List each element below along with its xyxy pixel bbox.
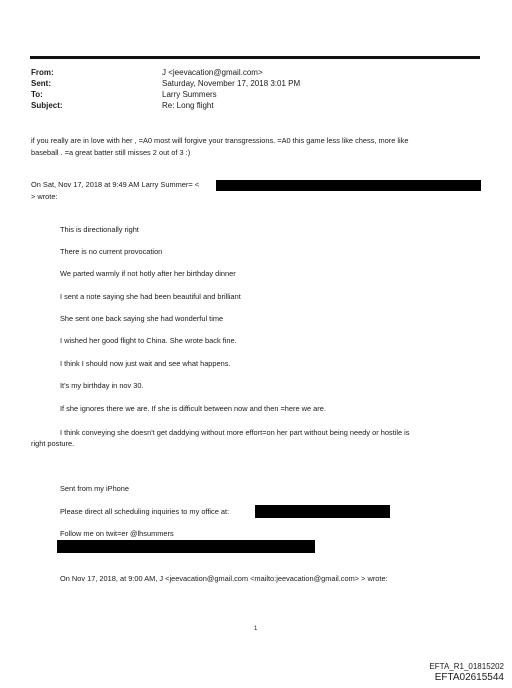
redaction-signature (57, 540, 315, 553)
redaction-email (216, 180, 481, 191)
quoted-line: It's my birthday in nov 30. (60, 381, 144, 390)
quoted-line: I wished her good flight to China. She wrote back fine. (60, 336, 237, 345)
to-value: Larry Summers (162, 90, 217, 99)
scheduling-line: Please direct all scheduling inquiries to my office at: (60, 507, 230, 516)
from-label: From: (31, 68, 54, 77)
sent-from-signature: Sent from my iPhone (60, 484, 130, 493)
quoted-line: I think I should now just wait and see what happens. (60, 359, 231, 368)
page-number: 1 (254, 626, 258, 632)
bates-ref-1: EFTA_R1_01815202 (429, 662, 504, 671)
sent-label: Sent: (31, 79, 51, 88)
follow-line: Follow me on twit=er @lhsummers (60, 529, 174, 538)
sent-value: Saturday, November 17, 2018 3:01 PM (162, 79, 301, 88)
posture-line-1: I think conveying she doesn't get daddying without more effort=on her part without being needy or hostile is (60, 428, 410, 437)
earlier-quote-line: On Nov 17, 2018, at 9:00 AM, J <jeevacation@gmail.com <mailto:jeevacation@gmail.com> > wrote: (60, 574, 388, 583)
posture-line-2: right posture. (31, 439, 75, 448)
quoted-line: If she ignores there we are. If she is difficult between now and then =here we are. (60, 404, 326, 413)
quoted-line: This is directionally right (60, 225, 139, 234)
quoted-line: We parted warmly if not hotly after her birthday dinner (60, 269, 236, 278)
bates-ref-2: EFTA02615544 (434, 672, 504, 683)
quoted-line: There is no current provocation (60, 247, 163, 256)
subject-label: Subject: (31, 101, 63, 110)
subject-value: Re: Long flight (162, 101, 214, 110)
redaction-office (255, 505, 390, 518)
to-label: To: (31, 90, 43, 99)
reply-line-1: if you really are in love with her , =A0 most will forgive your transgressions. =A0 this game less like chess, more like (31, 136, 409, 145)
quote-intro-line-2: > wrote: (31, 192, 58, 201)
reply-line-2: baseball . =a great batter still misses 2 out of 3 :) (31, 148, 191, 157)
quoted-line: She sent one back saying she had wonderful time (60, 314, 224, 323)
quoted-line: I sent a note saying she had been beautiful and brilliant (60, 292, 241, 301)
from-value: J <jeevacation@gmail.com> (162, 68, 263, 77)
quote-intro-line-1: On Sat, Nov 17, 2018 at 9:49 AM Larry Summer= < (31, 180, 200, 189)
header-divider (30, 56, 480, 59)
